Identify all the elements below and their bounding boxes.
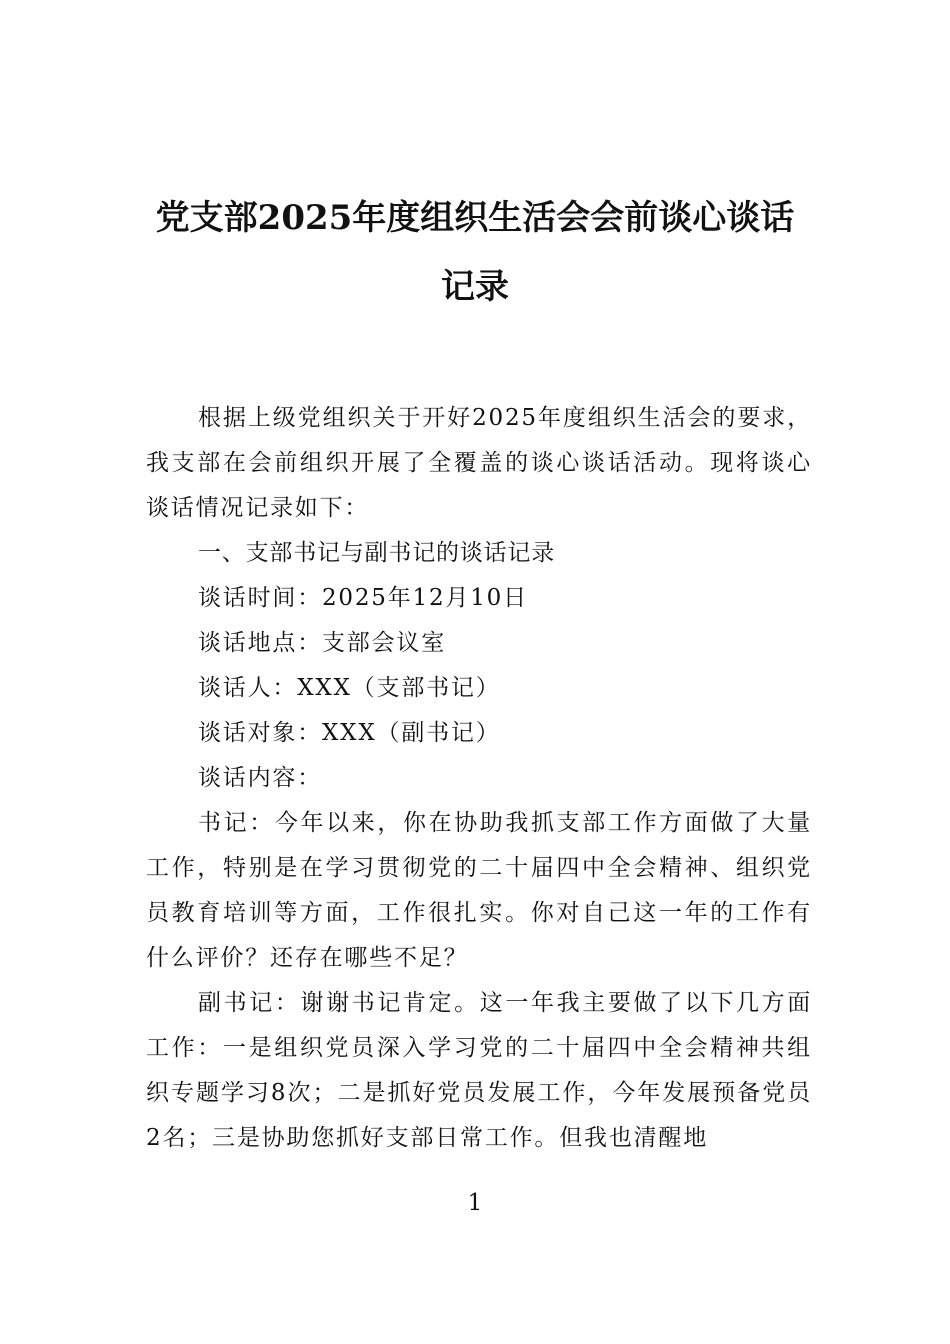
deputy-secretary-reply: 副书记：谢谢书记肯定。这一年我主要做了以下几方面工作：一是组织党员深入学习党的二十届四中全会精神共组织专题学习8次；二是抓好党员发展工作，今年发展预备党员2名；三是协助您抓好支部日常工作。但我也清醒地	[146, 990, 812, 1151]
secretary-remarks: 书记：今年以来，你在协助我抓支部工作方面做了大量工作，特别是在学习贯彻党的二十届四中全会精神、组织党员教育培训等方面，工作很扎实。你对自己这一年的工作有什么评价？还存在哪些不足？	[146, 810, 812, 971]
intro-paragraph: 根据上级党组织关于开好2025年度组织生活会的要求，我支部在会前组织开展了全覆盖的谈心谈话活动。现将谈心谈话情况记录如下：	[146, 405, 812, 521]
talk-location: 谈话地点：支部会议室	[198, 630, 446, 656]
document-body	[146, 396, 812, 1161]
document-title-line-2: 记录	[441, 267, 509, 307]
page-number: 1	[467, 1190, 483, 1216]
talk-time: 谈话时间：2025年12月10日	[198, 585, 528, 611]
section-heading: 一、支部书记与副书记的谈话记录	[198, 540, 555, 566]
talk-subject: 谈话对象：XXX（副书记）	[198, 720, 501, 746]
talk-host: 谈话人：XXX（支部书记）	[198, 675, 501, 701]
document-title-line-1: 党支部2025年度组织生活会会前谈心谈话	[155, 198, 795, 238]
talk-content-label: 谈话内容：	[198, 765, 322, 791]
